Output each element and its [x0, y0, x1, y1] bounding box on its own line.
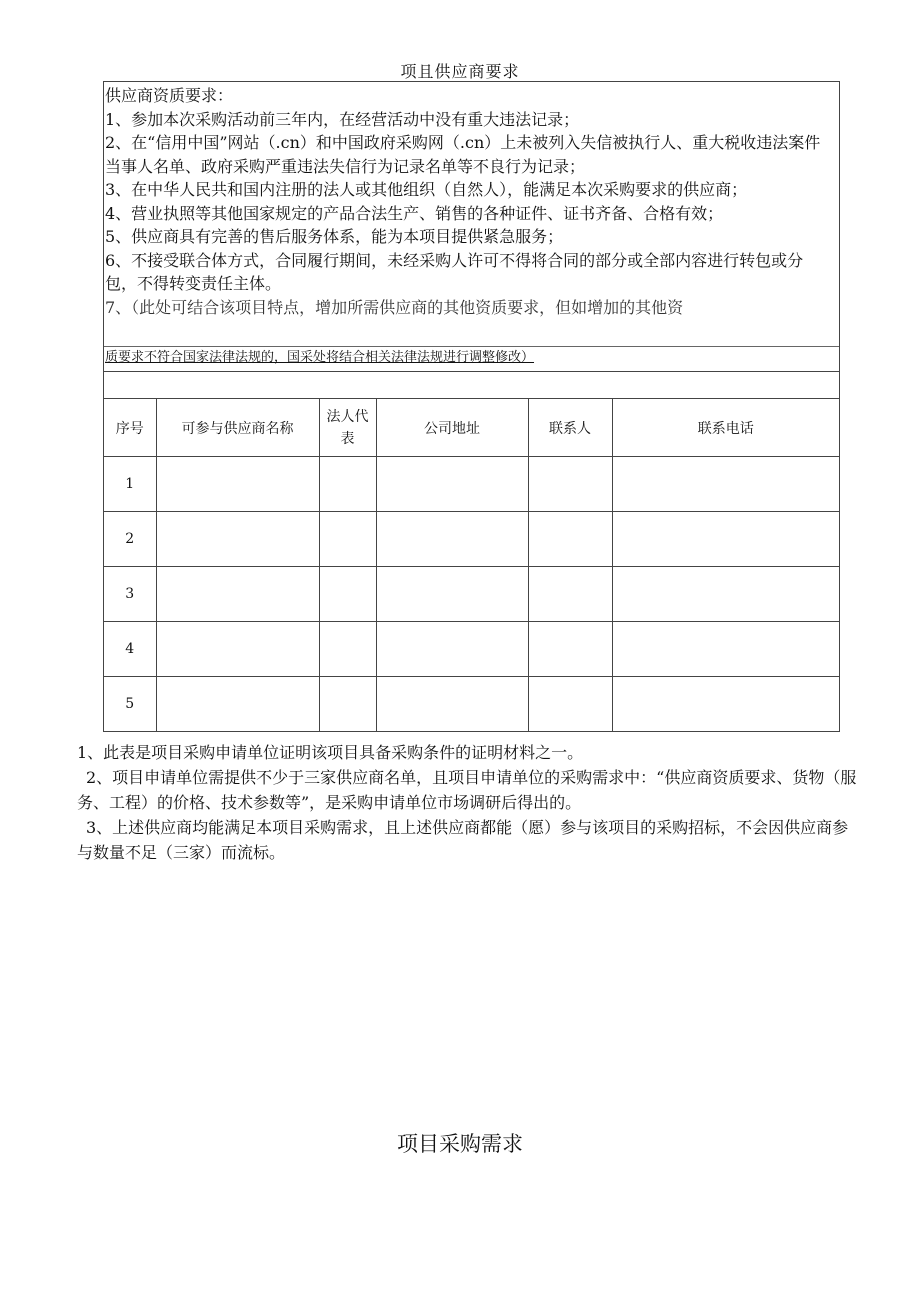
cell-address[interactable] [376, 512, 528, 567]
col-header-supplier-name: 可参与供应商名称 [156, 399, 319, 457]
requirement-item: 6、不接受联合体方式，合同履行期间，未经采购人许可不得将合同的部分或全部内容进行转包或分包，不得转变责任主体。 [105, 250, 804, 293]
col-header-address: 公司地址 [376, 399, 528, 457]
cell-legal-rep[interactable] [319, 677, 376, 732]
cell-phone[interactable] [612, 567, 839, 622]
note-item: 3、上述供应商均能满足本项目采购需求，且上述供应商都能（愿）参与该项目的采购招标，不会因供应商参与数量不足（三家）而流标。 [77, 818, 849, 862]
col-header-legal-rep: 法人代表 [319, 399, 376, 457]
requirement-item: 2、在“信用中国”网站（.cn）和中国政府采购网（.cn）上未被列入失信被执行人、重大税收违法案件当事人名单、政府采购严重违法失信行为记录名单等不良行为记录； [105, 133, 821, 176]
note-item: 1、此表是项目采购申请单位证明该项目具备采购条件的证明材料之一。 [77, 743, 584, 762]
requirement-item: 1、参加本次采购活动前三年内，在经营活动中没有重大违法记录； [105, 109, 580, 129]
cell-contact[interactable] [528, 677, 612, 732]
col-header-index: 序号 [104, 399, 156, 457]
qualification-requirements [104, 82, 839, 346]
blank-row [104, 371, 839, 398]
table-row [104, 512, 839, 567]
notes-section [77, 740, 857, 865]
row-index: 5 [104, 677, 156, 732]
table-row [104, 677, 839, 732]
requirements-tail-note: 质要求不符合国家法律法规的，国采处将结合相关法律法规进行调整修改） [104, 346, 839, 371]
table-header-row [104, 399, 839, 457]
table-row [104, 457, 839, 512]
cell-supplier-name[interactable] [156, 677, 319, 732]
cell-legal-rep[interactable] [319, 512, 376, 567]
cell-supplier-name[interactable] [156, 457, 319, 512]
cell-address[interactable] [376, 457, 528, 512]
cell-address[interactable] [376, 622, 528, 677]
supplier-table [104, 398, 839, 731]
next-section-title: 项目采购需求 [397, 1132, 523, 1156]
row-index: 3 [104, 567, 156, 622]
requirement-item: 5、供应商具有完善的售后服务体系，能为本项目提供紧急服务； [105, 227, 564, 246]
cell-contact[interactable] [528, 567, 612, 622]
cell-address[interactable] [376, 677, 528, 732]
requirement-item-cut: 7、（此处可结合该项目特点，增加所需供应商的其他资质要求，但如增加的其他资 [105, 297, 684, 317]
cell-phone[interactable] [612, 677, 839, 732]
page-title: 项且供应商要求 [400, 62, 520, 81]
cell-supplier-name[interactable] [156, 567, 319, 622]
requirement-item: 3、在中华人民共和国内注册的法人或其他组织（自然人），能满足本次采购要求的供应商； [105, 180, 748, 199]
row-index: 1 [104, 457, 156, 512]
cell-phone[interactable] [612, 457, 839, 512]
cell-contact[interactable] [528, 457, 612, 512]
cell-phone[interactable] [612, 512, 839, 567]
note-item: 2、项目申请单位需提供不少于三家供应商名单，且项目申请单位的采购需求中：“供应商资质要求、货物（服务、工程）的价格、技术参数等”，是采购申请单位市场调研后得出的。 [77, 768, 857, 812]
requirement-item: 4、营业执照等其他国家规定的产品合法生产、销售的各种证件、证书齐备、合格有效； [105, 203, 724, 223]
requirements-heading: 供应商资质要求： [105, 86, 234, 105]
cell-legal-rep[interactable] [319, 457, 376, 512]
col-header-contact: 联系人 [528, 399, 612, 457]
row-index: 2 [104, 512, 156, 567]
cell-phone[interactable] [612, 622, 839, 677]
cell-legal-rep[interactable] [319, 567, 376, 622]
row-index: 4 [104, 622, 156, 677]
cell-supplier-name[interactable] [156, 622, 319, 677]
col-header-phone: 联系电话 [612, 399, 839, 457]
cell-legal-rep[interactable] [319, 622, 376, 677]
table-row [104, 567, 839, 622]
cell-supplier-name[interactable] [156, 512, 319, 567]
cell-contact[interactable] [528, 622, 612, 677]
supplier-requirements-form [103, 81, 840, 732]
cell-address[interactable] [376, 567, 528, 622]
table-row [104, 622, 839, 677]
cell-contact[interactable] [528, 512, 612, 567]
